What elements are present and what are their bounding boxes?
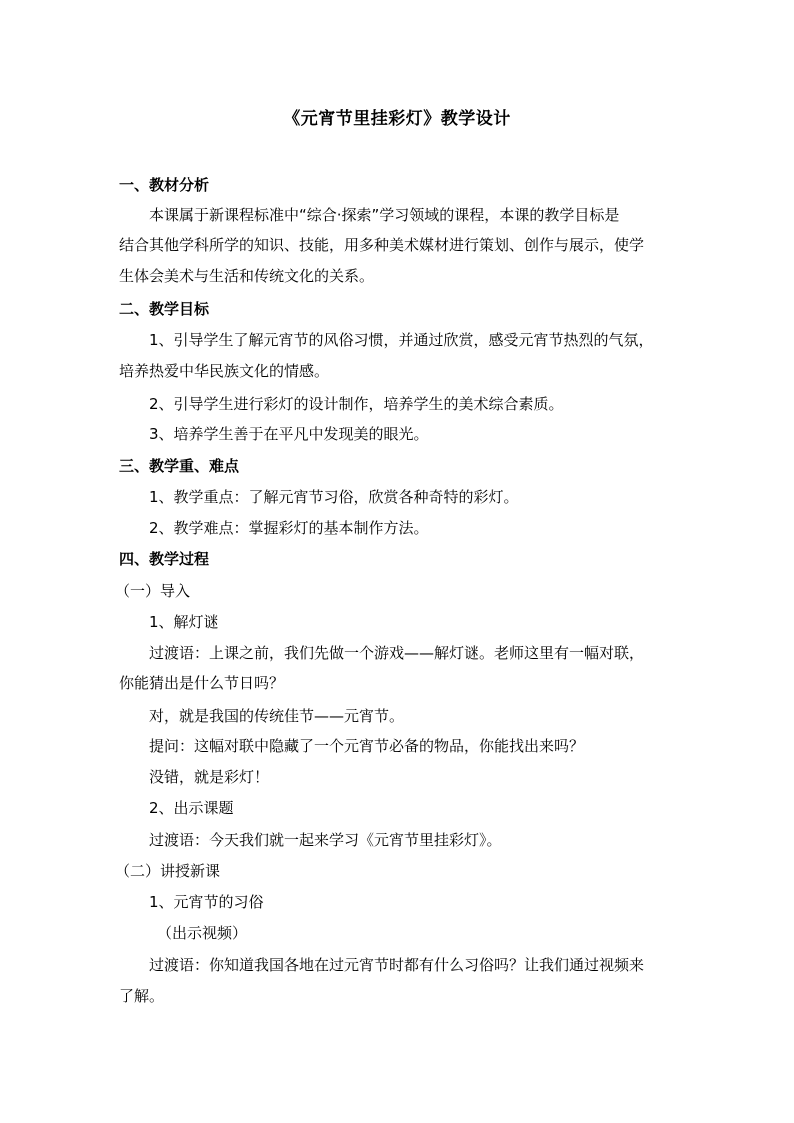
paragraph-line: 1、解灯谜 <box>149 613 219 631</box>
section-heading-1: 一、教材分析 <box>119 176 210 194</box>
paragraph-line: 过渡语：你知道我国各地在过元宵节时都有什么习俗吗？让我们通过视频来 <box>149 956 645 974</box>
paragraph-line: 2、出示课题 <box>149 799 234 817</box>
paragraph-line: 提问：这幅对联中隐藏了一个元宵节必备的物品，你能找出来吗？ <box>149 737 585 755</box>
paragraph-line: 对，就是我国的传统佳节——元宵节。 <box>149 707 405 725</box>
subsection-heading: （一）导入 <box>115 582 191 600</box>
paragraph-line: 过渡语：今天我们就一起来学习《元宵节里挂彩灯》。 <box>149 831 502 849</box>
section-heading-3: 三、教学重、难点 <box>119 457 240 475</box>
paragraph-line: 2、引导学生进行彩灯的设计制作，培养学生的美术综合素质。 <box>149 395 564 413</box>
paragraph-line: 了解。 <box>119 987 165 1005</box>
subsection-heading: （二）讲授新课 <box>115 862 221 880</box>
paragraph-line: 过渡语：上课之前，我们先做一个游戏——解灯谜。老师这里有一幅对联， <box>149 644 645 662</box>
paragraph-line: 1、教学重点：了解元宵节习俗，欣赏各种奇特的彩灯。 <box>149 488 519 506</box>
paragraph-line: （出示视频） <box>157 924 248 942</box>
section-heading-2: 二、教学目标 <box>119 300 210 318</box>
paragraph-line: 培养热爱中华民族文化的情感。 <box>119 362 330 380</box>
paragraph-line: 1、引导学生了解元宵节的风俗习惯，并通过欣赏，感受元宵节热烈的气氛， <box>149 331 654 349</box>
paragraph-line: 2、教学难点：掌握彩灯的基本制作方法。 <box>149 519 429 537</box>
paragraph-line: 本课属于新课程标准中“综合·探索”学习领域的课程，本课的教学目标是 <box>149 206 620 224</box>
paragraph-line: 3、培养学生善于在平凡中发现美的眼光。 <box>149 425 429 443</box>
document-title: 《元宵节里挂彩灯》教学设计 <box>283 109 511 129</box>
paragraph-line: 1、元宵节的习俗 <box>149 893 264 911</box>
paragraph-line: 结合其他学科所学的知识、技能，用多种美术媒材进行策划、创作与展示，使学 <box>119 236 645 254</box>
paragraph-line: 生体会美术与生活和传统文化的关系。 <box>119 267 375 285</box>
section-heading-4: 四、教学过程 <box>119 550 210 568</box>
paragraph-line: 你能猜出是什么节日吗？ <box>119 674 285 692</box>
paragraph-line: 没错，就是彩灯！ <box>149 768 270 786</box>
